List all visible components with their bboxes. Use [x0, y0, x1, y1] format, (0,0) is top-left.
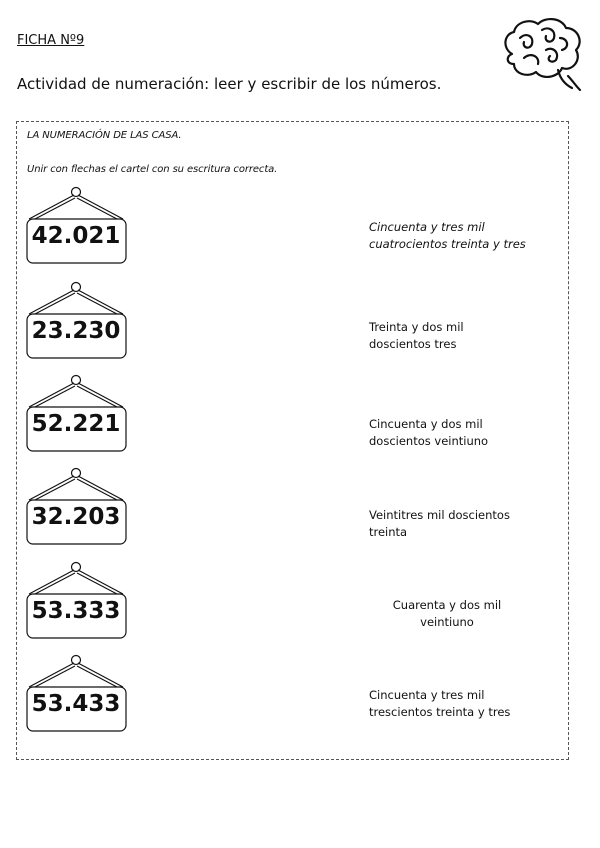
- house-number: 42.021: [31, 223, 121, 249]
- house-sign[interactable]: [26, 561, 128, 641]
- number-words[interactable]: Treinta y dos mil doscientos tres: [369, 320, 464, 351]
- number-words[interactable]: Cincuenta y tres mil cuatrocientos treinta y tres: [369, 220, 526, 251]
- house-sign[interactable]: [26, 186, 128, 266]
- number-words[interactable]: Cincuenta y tres mil trescientos treinta y tres: [369, 688, 511, 719]
- section-title: LA NUMERACIÓN DE LAS CASA.: [27, 130, 182, 141]
- instruction-text: Unir con flechas el cartel con su escritura correcta.: [27, 164, 278, 175]
- house-number: 53.433: [31, 691, 121, 717]
- house-number: 52.221: [31, 411, 121, 437]
- exercise-box: [16, 121, 569, 760]
- house-number: 32.203: [31, 504, 121, 530]
- house-sign[interactable]: [26, 654, 128, 734]
- worksheet-number: FICHA Nº9: [17, 33, 85, 48]
- house-sign[interactable]: [26, 374, 128, 454]
- number-words[interactable]: Veintitres mil doscientos treinta: [369, 508, 510, 539]
- brain-icon: [498, 14, 584, 94]
- house-sign[interactable]: [26, 467, 128, 547]
- activity-title: Actividad de numeración: leer y escribir de los números.: [17, 75, 442, 93]
- number-words[interactable]: Cincuenta y dos mil doscientos veintiuno: [369, 417, 489, 448]
- house-sign[interactable]: [26, 281, 128, 361]
- house-number: 53.333: [31, 598, 121, 624]
- house-number: 23.230: [31, 318, 121, 344]
- number-words[interactable]: Cuarenta y dos mil veintiuno: [392, 598, 502, 629]
